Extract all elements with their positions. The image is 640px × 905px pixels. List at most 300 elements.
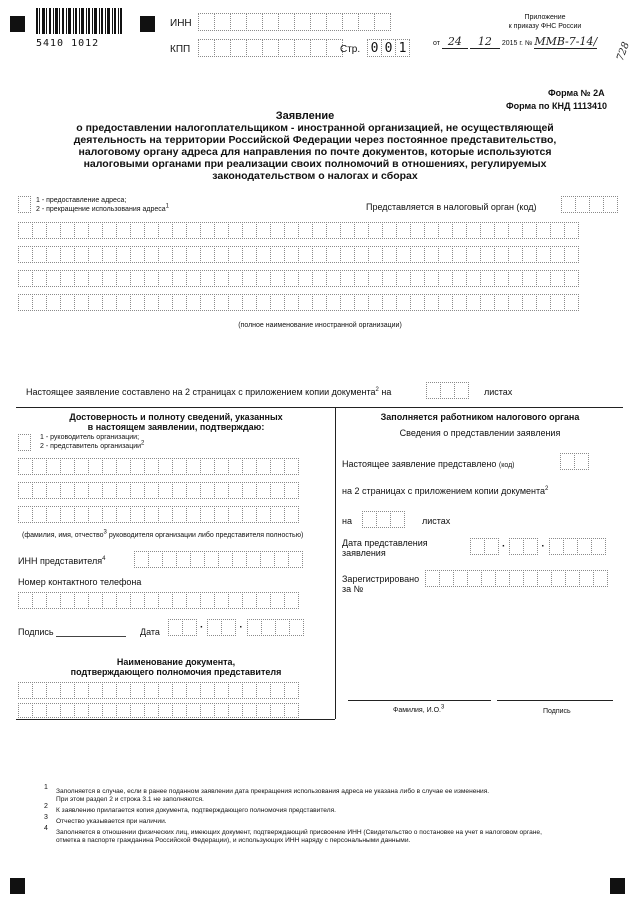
char-cell[interactable]	[88, 294, 103, 311]
char-cell[interactable]	[32, 458, 47, 475]
char-cell[interactable]	[102, 270, 117, 287]
char-cell[interactable]	[270, 703, 285, 718]
char-cell[interactable]	[116, 482, 131, 499]
char-cell[interactable]	[116, 458, 131, 475]
submission-date-cells[interactable]	[470, 538, 605, 555]
char-cell[interactable]	[200, 222, 215, 239]
char-cell[interactable]	[60, 246, 75, 263]
char-cell[interactable]	[60, 482, 75, 499]
char-cell[interactable]	[246, 551, 261, 568]
char-cell[interactable]	[396, 270, 411, 287]
char-cell[interactable]	[228, 482, 243, 499]
char-cell[interactable]	[172, 682, 187, 699]
char-cell[interactable]	[148, 551, 163, 568]
char-cell[interactable]	[577, 538, 592, 555]
char-cell[interactable]	[74, 682, 89, 699]
char-cell[interactable]	[565, 570, 580, 587]
char-cell[interactable]	[186, 294, 201, 311]
fio-row-1[interactable]	[18, 458, 298, 475]
char-cell[interactable]	[340, 270, 355, 287]
char-cell[interactable]	[18, 434, 31, 451]
char-cell[interactable]	[270, 682, 285, 699]
char-cell[interactable]	[574, 453, 589, 470]
char-cell[interactable]	[410, 270, 425, 287]
char-cell[interactable]	[32, 482, 47, 499]
char-cell[interactable]	[88, 458, 103, 475]
char-cell[interactable]	[382, 270, 397, 287]
char-cell[interactable]	[144, 682, 159, 699]
tax-organ-code-cells[interactable]	[561, 196, 617, 213]
char-cell[interactable]	[186, 703, 201, 718]
char-cell[interactable]	[60, 270, 75, 287]
char-cell[interactable]	[312, 294, 327, 311]
char-cell[interactable]	[439, 570, 454, 587]
char-cell[interactable]	[46, 703, 61, 718]
char-cell[interactable]	[228, 458, 243, 475]
submission-day-cells[interactable]	[470, 538, 498, 555]
char-cell[interactable]	[158, 506, 173, 523]
char-cell[interactable]	[564, 222, 579, 239]
char-cell[interactable]	[561, 196, 576, 213]
char-cell[interactable]	[466, 294, 481, 311]
char-cell[interactable]	[46, 592, 61, 609]
char-cell[interactable]	[130, 222, 145, 239]
char-cell[interactable]	[144, 222, 159, 239]
char-cell[interactable]	[256, 458, 271, 475]
char-cell[interactable]	[270, 270, 285, 287]
char-cell[interactable]	[354, 270, 369, 287]
char-cell[interactable]	[74, 270, 89, 287]
char-cell[interactable]	[102, 703, 117, 718]
char-cell[interactable]	[228, 506, 243, 523]
char-cell[interactable]	[172, 246, 187, 263]
char-cell[interactable]	[396, 246, 411, 263]
char-cell[interactable]	[410, 246, 425, 263]
char-cell[interactable]	[382, 222, 397, 239]
char-cell[interactable]	[438, 270, 453, 287]
char-cell[interactable]	[495, 570, 510, 587]
char-cell[interactable]	[508, 246, 523, 263]
char-cell[interactable]	[509, 570, 524, 587]
char-cell[interactable]	[312, 222, 327, 239]
char-cell[interactable]	[200, 482, 215, 499]
char-cell[interactable]	[484, 538, 499, 555]
char-cell[interactable]	[270, 482, 285, 499]
char-cell[interactable]	[190, 551, 205, 568]
char-cell[interactable]	[102, 222, 117, 239]
char-cell[interactable]	[32, 703, 47, 718]
char-cell[interactable]	[46, 458, 61, 475]
char-cell[interactable]	[523, 570, 538, 587]
char-cell[interactable]	[242, 294, 257, 311]
char-cell[interactable]	[467, 570, 482, 587]
char-cell[interactable]	[466, 270, 481, 287]
char-cell[interactable]	[74, 294, 89, 311]
char-cell[interactable]	[200, 294, 215, 311]
char-cell[interactable]	[438, 246, 453, 263]
char-cell[interactable]	[362, 511, 377, 528]
char-cell[interactable]	[130, 294, 145, 311]
org-name-row-4[interactable]	[18, 294, 578, 311]
char-cell[interactable]	[440, 382, 455, 399]
char-cell[interactable]	[560, 453, 575, 470]
char-cell[interactable]	[144, 703, 159, 718]
char-cell[interactable]	[74, 458, 89, 475]
char-cell[interactable]	[454, 382, 469, 399]
char-cell[interactable]	[508, 270, 523, 287]
char-cell[interactable]	[536, 246, 551, 263]
char-cell[interactable]	[172, 222, 187, 239]
char-cell[interactable]	[172, 482, 187, 499]
char-cell[interactable]	[144, 294, 159, 311]
char-cell[interactable]	[453, 570, 468, 587]
char-cell[interactable]	[247, 619, 262, 636]
char-cell[interactable]	[288, 551, 303, 568]
fio-row-2[interactable]	[18, 482, 298, 499]
char-cell[interactable]	[368, 294, 383, 311]
char-cell[interactable]	[32, 270, 47, 287]
char-cell[interactable]	[452, 222, 467, 239]
char-cell[interactable]	[550, 222, 565, 239]
char-cell[interactable]	[550, 270, 565, 287]
char-cell[interactable]	[494, 246, 509, 263]
char-cell[interactable]	[340, 222, 355, 239]
submitted-code-cells[interactable]	[560, 453, 588, 470]
submission-year-cells[interactable]	[549, 538, 605, 555]
char-cell[interactable]	[116, 246, 131, 263]
char-cell[interactable]	[18, 294, 33, 311]
char-cell[interactable]	[88, 703, 103, 718]
address-option-cell[interactable]	[18, 196, 30, 213]
char-cell[interactable]	[312, 246, 327, 263]
inn-representative-cells[interactable]	[134, 551, 302, 568]
char-cell[interactable]	[182, 619, 197, 636]
char-cell[interactable]	[88, 246, 103, 263]
doc-row-2[interactable]	[18, 703, 298, 718]
char-cell[interactable]	[18, 196, 31, 213]
char-cell[interactable]	[289, 619, 304, 636]
char-cell[interactable]	[74, 592, 89, 609]
submission-month-cells[interactable]	[509, 538, 537, 555]
char-cell[interactable]	[186, 592, 201, 609]
char-cell[interactable]	[116, 682, 131, 699]
char-cell[interactable]	[284, 246, 299, 263]
char-cell[interactable]	[46, 506, 61, 523]
char-cell[interactable]	[298, 222, 313, 239]
char-cell[interactable]	[200, 682, 215, 699]
char-cell[interactable]	[214, 458, 229, 475]
char-cell[interactable]	[494, 270, 509, 287]
char-cell[interactable]	[270, 506, 285, 523]
org-name-row-1[interactable]	[18, 222, 578, 239]
char-cell[interactable]	[522, 270, 537, 287]
char-cell[interactable]	[88, 270, 103, 287]
char-cell[interactable]	[284, 294, 299, 311]
char-cell[interactable]	[158, 703, 173, 718]
char-cell[interactable]	[32, 682, 47, 699]
char-cell[interactable]	[242, 703, 257, 718]
char-cell[interactable]	[144, 246, 159, 263]
char-cell[interactable]	[593, 570, 608, 587]
char-cell[interactable]	[591, 538, 606, 555]
signature-line[interactable]	[56, 636, 126, 637]
char-cell[interactable]	[256, 682, 271, 699]
char-cell[interactable]	[200, 246, 215, 263]
char-cell[interactable]	[18, 682, 33, 699]
char-cell[interactable]	[368, 270, 383, 287]
char-cell[interactable]	[390, 511, 405, 528]
char-cell[interactable]	[284, 458, 299, 475]
char-cell[interactable]	[74, 482, 89, 499]
char-cell[interactable]	[158, 682, 173, 699]
char-cell[interactable]	[74, 222, 89, 239]
char-cell[interactable]	[46, 222, 61, 239]
char-cell[interactable]	[134, 551, 149, 568]
char-cell[interactable]	[509, 538, 524, 555]
char-cell[interactable]	[144, 270, 159, 287]
char-cell[interactable]	[200, 506, 215, 523]
date-month-cells[interactable]	[207, 619, 235, 636]
char-cell[interactable]	[579, 570, 594, 587]
char-cell[interactable]	[354, 246, 369, 263]
char-cell[interactable]	[172, 294, 187, 311]
char-cell[interactable]	[130, 682, 145, 699]
char-cell[interactable]	[536, 222, 551, 239]
char-cell[interactable]	[60, 458, 75, 475]
char-cell[interactable]	[144, 482, 159, 499]
char-cell[interactable]	[438, 222, 453, 239]
char-cell[interactable]	[214, 482, 229, 499]
char-cell[interactable]	[74, 703, 89, 718]
char-cell[interactable]	[466, 222, 481, 239]
char-cell[interactable]	[424, 294, 439, 311]
char-cell[interactable]	[186, 222, 201, 239]
date-cells[interactable]	[168, 619, 303, 636]
char-cell[interactable]	[270, 294, 285, 311]
char-cell[interactable]	[144, 506, 159, 523]
char-cell[interactable]	[18, 482, 33, 499]
char-cell[interactable]	[102, 682, 117, 699]
statement-sheets-cells[interactable]	[426, 382, 468, 399]
char-cell[interactable]	[522, 246, 537, 263]
char-cell[interactable]	[130, 458, 145, 475]
char-cell[interactable]	[18, 222, 33, 239]
char-cell[interactable]	[426, 382, 441, 399]
char-cell[interactable]	[452, 246, 467, 263]
char-cell[interactable]	[18, 592, 33, 609]
char-cell[interactable]	[470, 538, 485, 555]
date-year-cells[interactable]	[247, 619, 303, 636]
char-cell[interactable]	[158, 592, 173, 609]
char-cell[interactable]	[214, 222, 229, 239]
char-cell[interactable]	[481, 570, 496, 587]
char-cell[interactable]	[256, 294, 271, 311]
char-cell[interactable]	[523, 538, 538, 555]
char-cell[interactable]	[46, 246, 61, 263]
char-cell[interactable]	[186, 270, 201, 287]
char-cell[interactable]	[284, 482, 299, 499]
char-cell[interactable]	[102, 246, 117, 263]
char-cell[interactable]	[298, 270, 313, 287]
char-cell[interactable]	[74, 246, 89, 263]
char-cell[interactable]	[312, 270, 327, 287]
officer-sign-line[interactable]	[497, 700, 613, 701]
char-cell[interactable]	[522, 294, 537, 311]
char-cell[interactable]	[228, 222, 243, 239]
char-cell[interactable]	[480, 222, 495, 239]
char-cell[interactable]	[232, 551, 247, 568]
char-cell[interactable]	[424, 270, 439, 287]
char-cell[interactable]	[256, 506, 271, 523]
char-cell[interactable]	[550, 246, 565, 263]
char-cell[interactable]	[256, 270, 271, 287]
char-cell[interactable]	[102, 506, 117, 523]
char-cell[interactable]	[354, 222, 369, 239]
char-cell[interactable]	[260, 551, 275, 568]
char-cell[interactable]	[354, 294, 369, 311]
char-cell[interactable]	[522, 222, 537, 239]
char-cell[interactable]	[176, 551, 191, 568]
char-cell[interactable]	[200, 458, 215, 475]
char-cell[interactable]	[158, 482, 173, 499]
char-cell[interactable]	[376, 511, 391, 528]
char-cell[interactable]	[242, 506, 257, 523]
char-cell[interactable]	[326, 222, 341, 239]
char-cell[interactable]	[382, 246, 397, 263]
char-cell[interactable]	[452, 270, 467, 287]
char-cell[interactable]	[214, 294, 229, 311]
char-cell[interactable]	[200, 592, 215, 609]
char-cell[interactable]	[144, 592, 159, 609]
char-cell[interactable]	[536, 270, 551, 287]
char-cell[interactable]	[551, 570, 566, 587]
char-cell[interactable]	[589, 196, 604, 213]
char-cell[interactable]	[88, 222, 103, 239]
char-cell[interactable]	[256, 482, 271, 499]
org-name-row-2[interactable]	[18, 246, 578, 263]
char-cell[interactable]	[270, 458, 285, 475]
char-cell[interactable]	[158, 246, 173, 263]
char-cell[interactable]	[46, 270, 61, 287]
char-cell[interactable]	[32, 246, 47, 263]
char-cell[interactable]	[326, 246, 341, 263]
char-cell[interactable]	[603, 196, 618, 213]
char-cell[interactable]	[116, 703, 131, 718]
char-cell[interactable]	[284, 682, 299, 699]
char-cell[interactable]	[60, 703, 75, 718]
char-cell[interactable]	[102, 458, 117, 475]
char-cell[interactable]	[480, 246, 495, 263]
char-cell[interactable]	[274, 551, 289, 568]
char-cell[interactable]	[172, 270, 187, 287]
char-cell[interactable]	[564, 246, 579, 263]
char-cell[interactable]	[494, 294, 509, 311]
char-cell[interactable]	[228, 270, 243, 287]
char-cell[interactable]	[214, 506, 229, 523]
char-cell[interactable]	[116, 506, 131, 523]
char-cell[interactable]	[396, 294, 411, 311]
char-cell[interactable]	[537, 570, 552, 587]
char-cell[interactable]	[424, 246, 439, 263]
char-cell[interactable]	[326, 270, 341, 287]
char-cell[interactable]	[340, 294, 355, 311]
char-cell[interactable]	[158, 458, 173, 475]
char-cell[interactable]	[18, 270, 33, 287]
char-cell[interactable]	[256, 592, 271, 609]
char-cell[interactable]	[186, 458, 201, 475]
char-cell[interactable]	[575, 196, 590, 213]
char-cell[interactable]	[242, 458, 257, 475]
char-cell[interactable]	[564, 294, 579, 311]
char-cell[interactable]	[172, 506, 187, 523]
char-cell[interactable]	[200, 703, 215, 718]
registration-number-cells[interactable]	[425, 570, 607, 587]
char-cell[interactable]	[494, 222, 509, 239]
char-cell[interactable]	[214, 270, 229, 287]
role-cell[interactable]	[18, 434, 30, 451]
char-cell[interactable]	[102, 592, 117, 609]
char-cell[interactable]	[284, 222, 299, 239]
char-cell[interactable]	[368, 222, 383, 239]
char-cell[interactable]	[508, 222, 523, 239]
char-cell[interactable]	[438, 294, 453, 311]
char-cell[interactable]	[410, 294, 425, 311]
char-cell[interactable]	[88, 482, 103, 499]
char-cell[interactable]	[228, 592, 243, 609]
char-cell[interactable]	[221, 619, 236, 636]
char-cell[interactable]	[396, 222, 411, 239]
char-cell[interactable]	[74, 506, 89, 523]
char-cell[interactable]	[536, 294, 551, 311]
char-cell[interactable]	[340, 246, 355, 263]
char-cell[interactable]	[116, 294, 131, 311]
char-cell[interactable]	[102, 482, 117, 499]
char-cell[interactable]	[60, 506, 75, 523]
char-cell[interactable]	[116, 222, 131, 239]
char-cell[interactable]	[60, 222, 75, 239]
char-cell[interactable]	[168, 619, 183, 636]
char-cell[interactable]	[18, 458, 33, 475]
org-name-row-3[interactable]	[18, 270, 578, 287]
char-cell[interactable]	[214, 246, 229, 263]
char-cell[interactable]	[228, 246, 243, 263]
date-day-cells[interactable]	[168, 619, 196, 636]
char-cell[interactable]	[466, 246, 481, 263]
char-cell[interactable]	[32, 294, 47, 311]
char-cell[interactable]	[270, 222, 285, 239]
char-cell[interactable]	[207, 619, 222, 636]
char-cell[interactable]	[326, 294, 341, 311]
char-cell[interactable]	[116, 592, 131, 609]
char-cell[interactable]	[508, 294, 523, 311]
char-cell[interactable]	[186, 682, 201, 699]
char-cell[interactable]	[60, 294, 75, 311]
char-cell[interactable]	[102, 294, 117, 311]
char-cell[interactable]	[18, 506, 33, 523]
char-cell[interactable]	[32, 506, 47, 523]
char-cell[interactable]	[298, 294, 313, 311]
char-cell[interactable]	[256, 222, 271, 239]
char-cell[interactable]	[200, 270, 215, 287]
char-cell[interactable]	[410, 222, 425, 239]
char-cell[interactable]	[261, 619, 276, 636]
char-cell[interactable]	[172, 703, 187, 718]
char-cell[interactable]	[158, 294, 173, 311]
char-cell[interactable]	[116, 270, 131, 287]
char-cell[interactable]	[130, 270, 145, 287]
char-cell[interactable]	[186, 246, 201, 263]
char-cell[interactable]	[228, 703, 243, 718]
